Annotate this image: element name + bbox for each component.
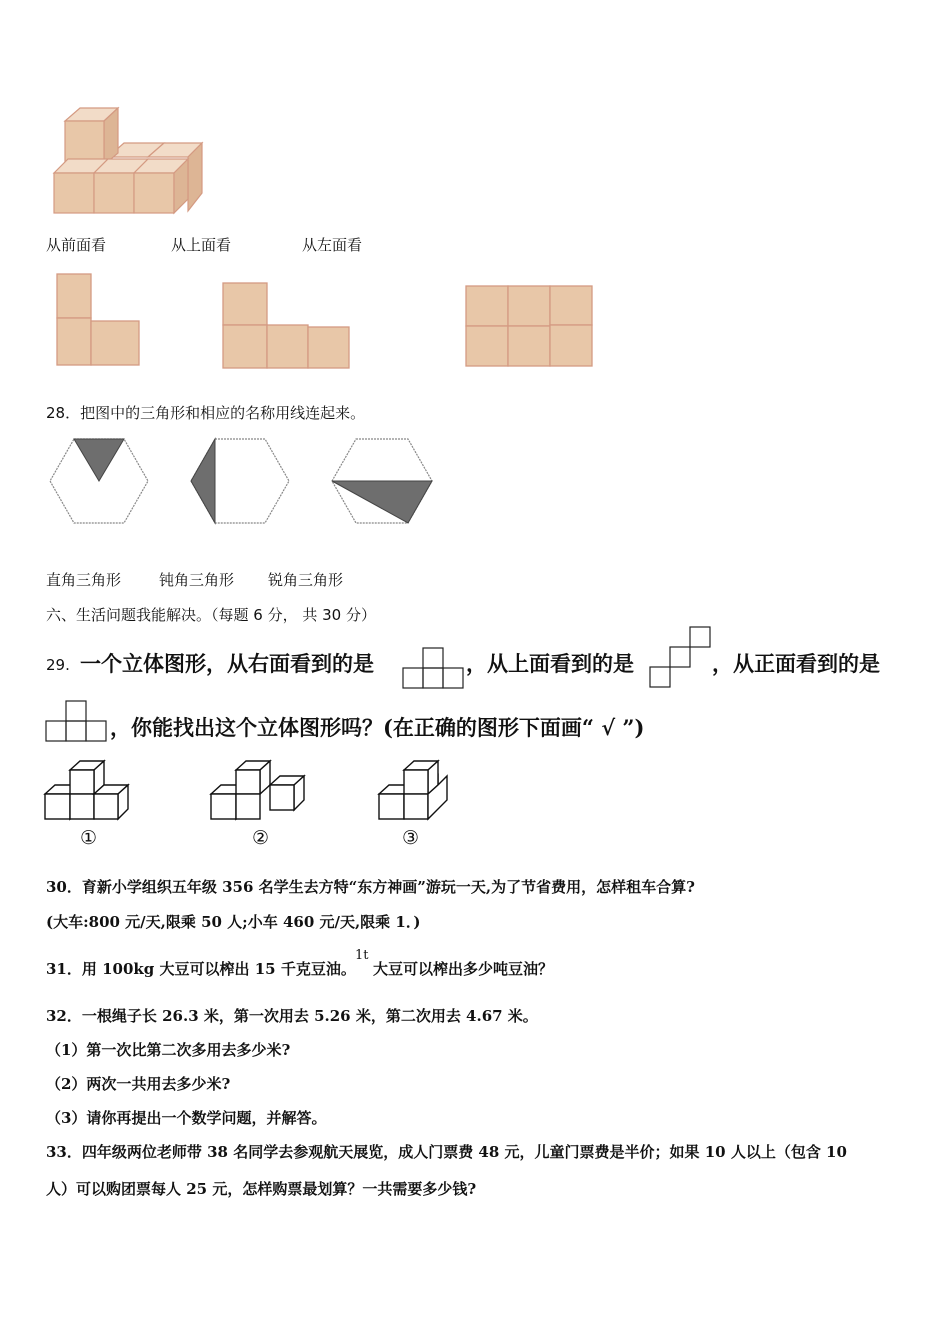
right-view-glyph xyxy=(402,647,466,689)
view-drawing-2 xyxy=(222,282,352,370)
q32-stem: 32．一根绳子长 26.3 米，第一次用去 5.26 米，第二次用去 4.67 米。 xyxy=(46,1007,538,1025)
q31-superscript: 1t xyxy=(355,948,369,963)
triangle-name-right: 直角三角形 xyxy=(46,571,122,589)
q29-text-a: 一个立体图形，从右面看到的是 xyxy=(80,651,374,676)
q32-sub-1: （1）第一次比第二次多用去多少米? xyxy=(46,1041,291,1059)
section-heading: 六、生活问题我能解决。（每题 6 分， 共 30 分） xyxy=(46,606,376,624)
q33-line1: 33．四年级两位老师带 38 名同学去参观航天展览，成人门票费 48 元，儿童门票费是半价；如果 10 人以上（包含 10 xyxy=(46,1143,847,1161)
view-label-front: 从前面看 xyxy=(46,236,107,254)
q28-prompt: 28．把图中的三角形和相应的名称用线连起来。 xyxy=(46,404,366,422)
q30-line1: 30．育新小学组织五年级 356 名学生去方特“东方神画”游玩一天,为了节省费用，怎样租车合算? xyxy=(46,878,695,896)
triangle-name-acute: 锐角三角形 xyxy=(268,571,344,589)
front-view-glyph xyxy=(45,700,111,744)
q29-text-line2: ，你能找出这个立体图形吗？(在正确的图形下面画“ √ ”) xyxy=(110,715,645,740)
q31-text-a: 31．用 100kg 大豆可以榨出 15 千克豆油。 xyxy=(46,960,356,978)
cube-stack-figure xyxy=(50,105,210,215)
q31-text-b: 大豆可以榨出多少吨豆油？ xyxy=(373,960,554,978)
option-label-2: ② xyxy=(252,827,270,849)
q29-text-b: ，从上面看到的是 xyxy=(466,651,634,676)
option-figure-1 xyxy=(44,750,144,822)
q29-text-c: ，从正面看到的是 xyxy=(712,651,880,676)
q30-line2: (大车:800 元/天,限乘 50 人;小车 460 元/天,限乘 1．) xyxy=(46,913,421,931)
view-label-left: 从左面看 xyxy=(302,236,363,254)
hexagon-triangle-2 xyxy=(189,437,291,527)
option-label-1: ① xyxy=(80,827,98,849)
view-drawing-1 xyxy=(56,273,142,367)
option-label-3: ③ xyxy=(402,827,420,849)
q29-number: 29. xyxy=(46,656,70,674)
option-figure-2 xyxy=(210,750,320,822)
view-label-top: 从上面看 xyxy=(171,236,232,254)
triangle-name-obtuse: 钝角三角形 xyxy=(159,571,235,589)
q32-sub-3: （3）请你再提出一个数学问题，并解答。 xyxy=(46,1109,327,1127)
view-drawing-3 xyxy=(465,285,595,369)
hexagon-triangle-1 xyxy=(48,437,150,527)
hexagon-triangle-3 xyxy=(330,437,434,527)
top-view-glyph xyxy=(649,626,713,690)
option-figure-3 xyxy=(378,760,458,822)
q33-line2: 人）可以购团票每人 25 元，怎样购票最划算？一共需要多少钱? xyxy=(46,1180,477,1198)
q32-sub-2: （2）两次一共用去多少米? xyxy=(46,1075,231,1093)
